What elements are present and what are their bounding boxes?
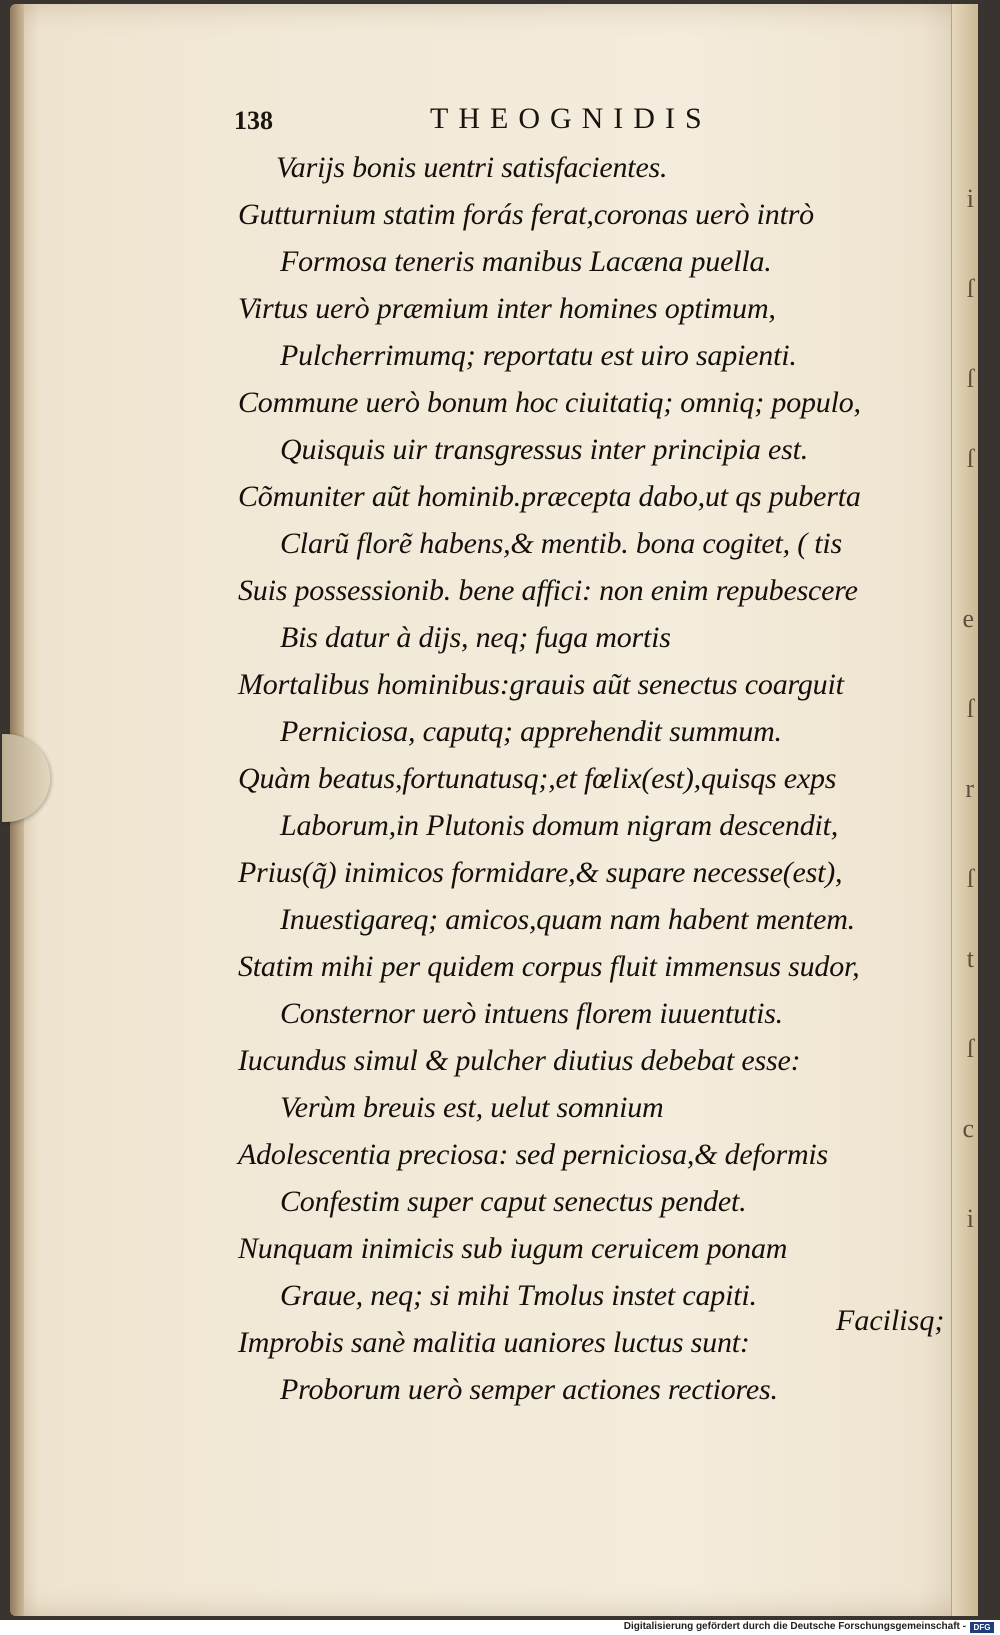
verse-line: Bis datur à dijs, neq; fuga mortis bbox=[280, 621, 671, 654]
verse-block bbox=[238, 144, 938, 1413]
verse-line: Prius(q̃) inimicos formidare,& supare necesse(est), bbox=[238, 856, 843, 889]
verse-line: Varijs bonis uentri satisfacientes. bbox=[276, 151, 668, 184]
verse-line: Iucundus simul & pulcher diutius debebat esse: bbox=[238, 1044, 801, 1077]
verse-line: Statim mihi per quidem corpus fluit immensus sudor, bbox=[238, 950, 860, 983]
edge-glyph: ſ bbox=[966, 1034, 974, 1063]
verse-line: Commune uerò bonum hoc ciuitatiq; omniq; populo, bbox=[238, 386, 861, 419]
verse-line: Graue, neq; si mihi Tmolus instet capiti. bbox=[280, 1279, 757, 1312]
verse-line: Laborum,in Plutonis domum nigram descendit, bbox=[280, 809, 839, 842]
edge-glyph: ſ bbox=[966, 694, 974, 723]
verse-line: Confestim super caput senectus pendet. bbox=[280, 1185, 747, 1218]
verse-line: Virtus uerò præmium inter homines optimum, bbox=[238, 292, 776, 325]
running-title: THEOGNIDIS bbox=[430, 102, 712, 135]
verse-line: Adolescentia preciosa: sed perniciosa,& deformis bbox=[238, 1138, 829, 1171]
verse-line: Pulcherrimumq; reportatu est uiro sapienti. bbox=[280, 339, 797, 372]
verse-line: Quisquis uir transgressus inter principia est. bbox=[280, 433, 809, 466]
edge-glyph: r bbox=[965, 774, 974, 803]
verse-line: Quàm beatus,fortunatusq;,et fœlix(est),quisqs exps bbox=[238, 762, 837, 795]
verse-line: Cõmuniter aũt hominib.præcepta dabo,ut qs puberta bbox=[238, 480, 861, 513]
edge-glyph: ſ bbox=[966, 274, 974, 303]
verse-line: Perniciosa, caputq; apprehendit summum. bbox=[280, 715, 782, 748]
edge-glyph: e bbox=[962, 604, 974, 633]
verse-line: Suis possessionib. bene affici: non enim repubescere bbox=[238, 574, 858, 607]
verse-line: Mortalibus hominibus:grauis aũt senectus coarguit bbox=[238, 668, 844, 701]
verse-line: Gutturnium statim forás ferat,coronas uerò intrò bbox=[238, 198, 814, 231]
edge-glyph: t bbox=[966, 944, 974, 973]
facing-page-edge bbox=[951, 4, 978, 1616]
verse-line: Formosa teneris manibus Lacæna puella. bbox=[280, 245, 772, 278]
book-page bbox=[10, 4, 978, 1616]
verse-line: Clarũ florẽ habens,& mentib. bona cogitet, ( tis bbox=[280, 527, 843, 560]
verse-line: Verùm breuis est, uelut somnium bbox=[280, 1091, 664, 1124]
dfg-logo: DFG bbox=[970, 1622, 994, 1633]
verse-line: Inuestigareq; amicos,quam nam habent mentem. bbox=[280, 903, 855, 936]
clip-tab bbox=[2, 734, 50, 822]
funding-credit: Digitalisierung gefördert durch die Deutsche Forschungsgemeinschaft - bbox=[623, 1621, 966, 1632]
verse-line: Proborum uerò semper actiones rectiores. bbox=[280, 1373, 778, 1406]
edge-glyph: ſ bbox=[966, 864, 974, 893]
edge-glyph: i bbox=[966, 184, 974, 213]
catchword: Facilisq; bbox=[836, 1304, 945, 1337]
page-number: 138 bbox=[234, 106, 273, 135]
edge-glyph: c bbox=[962, 1114, 974, 1143]
edge-glyph: i bbox=[966, 1204, 974, 1233]
verse-line: Improbis sanè malitia uaniores luctus sunt: bbox=[238, 1326, 750, 1359]
edge-glyph: ſ bbox=[966, 364, 974, 393]
digitization-footer bbox=[0, 1620, 1000, 1635]
edge-glyph: ſ bbox=[966, 444, 974, 473]
verse-line: Nunquam inimicis sub iugum ceruicem ponam bbox=[238, 1232, 788, 1265]
running-head bbox=[234, 102, 754, 146]
verse-line: Consternor uerò intuens florem iuuentutis. bbox=[280, 997, 783, 1030]
